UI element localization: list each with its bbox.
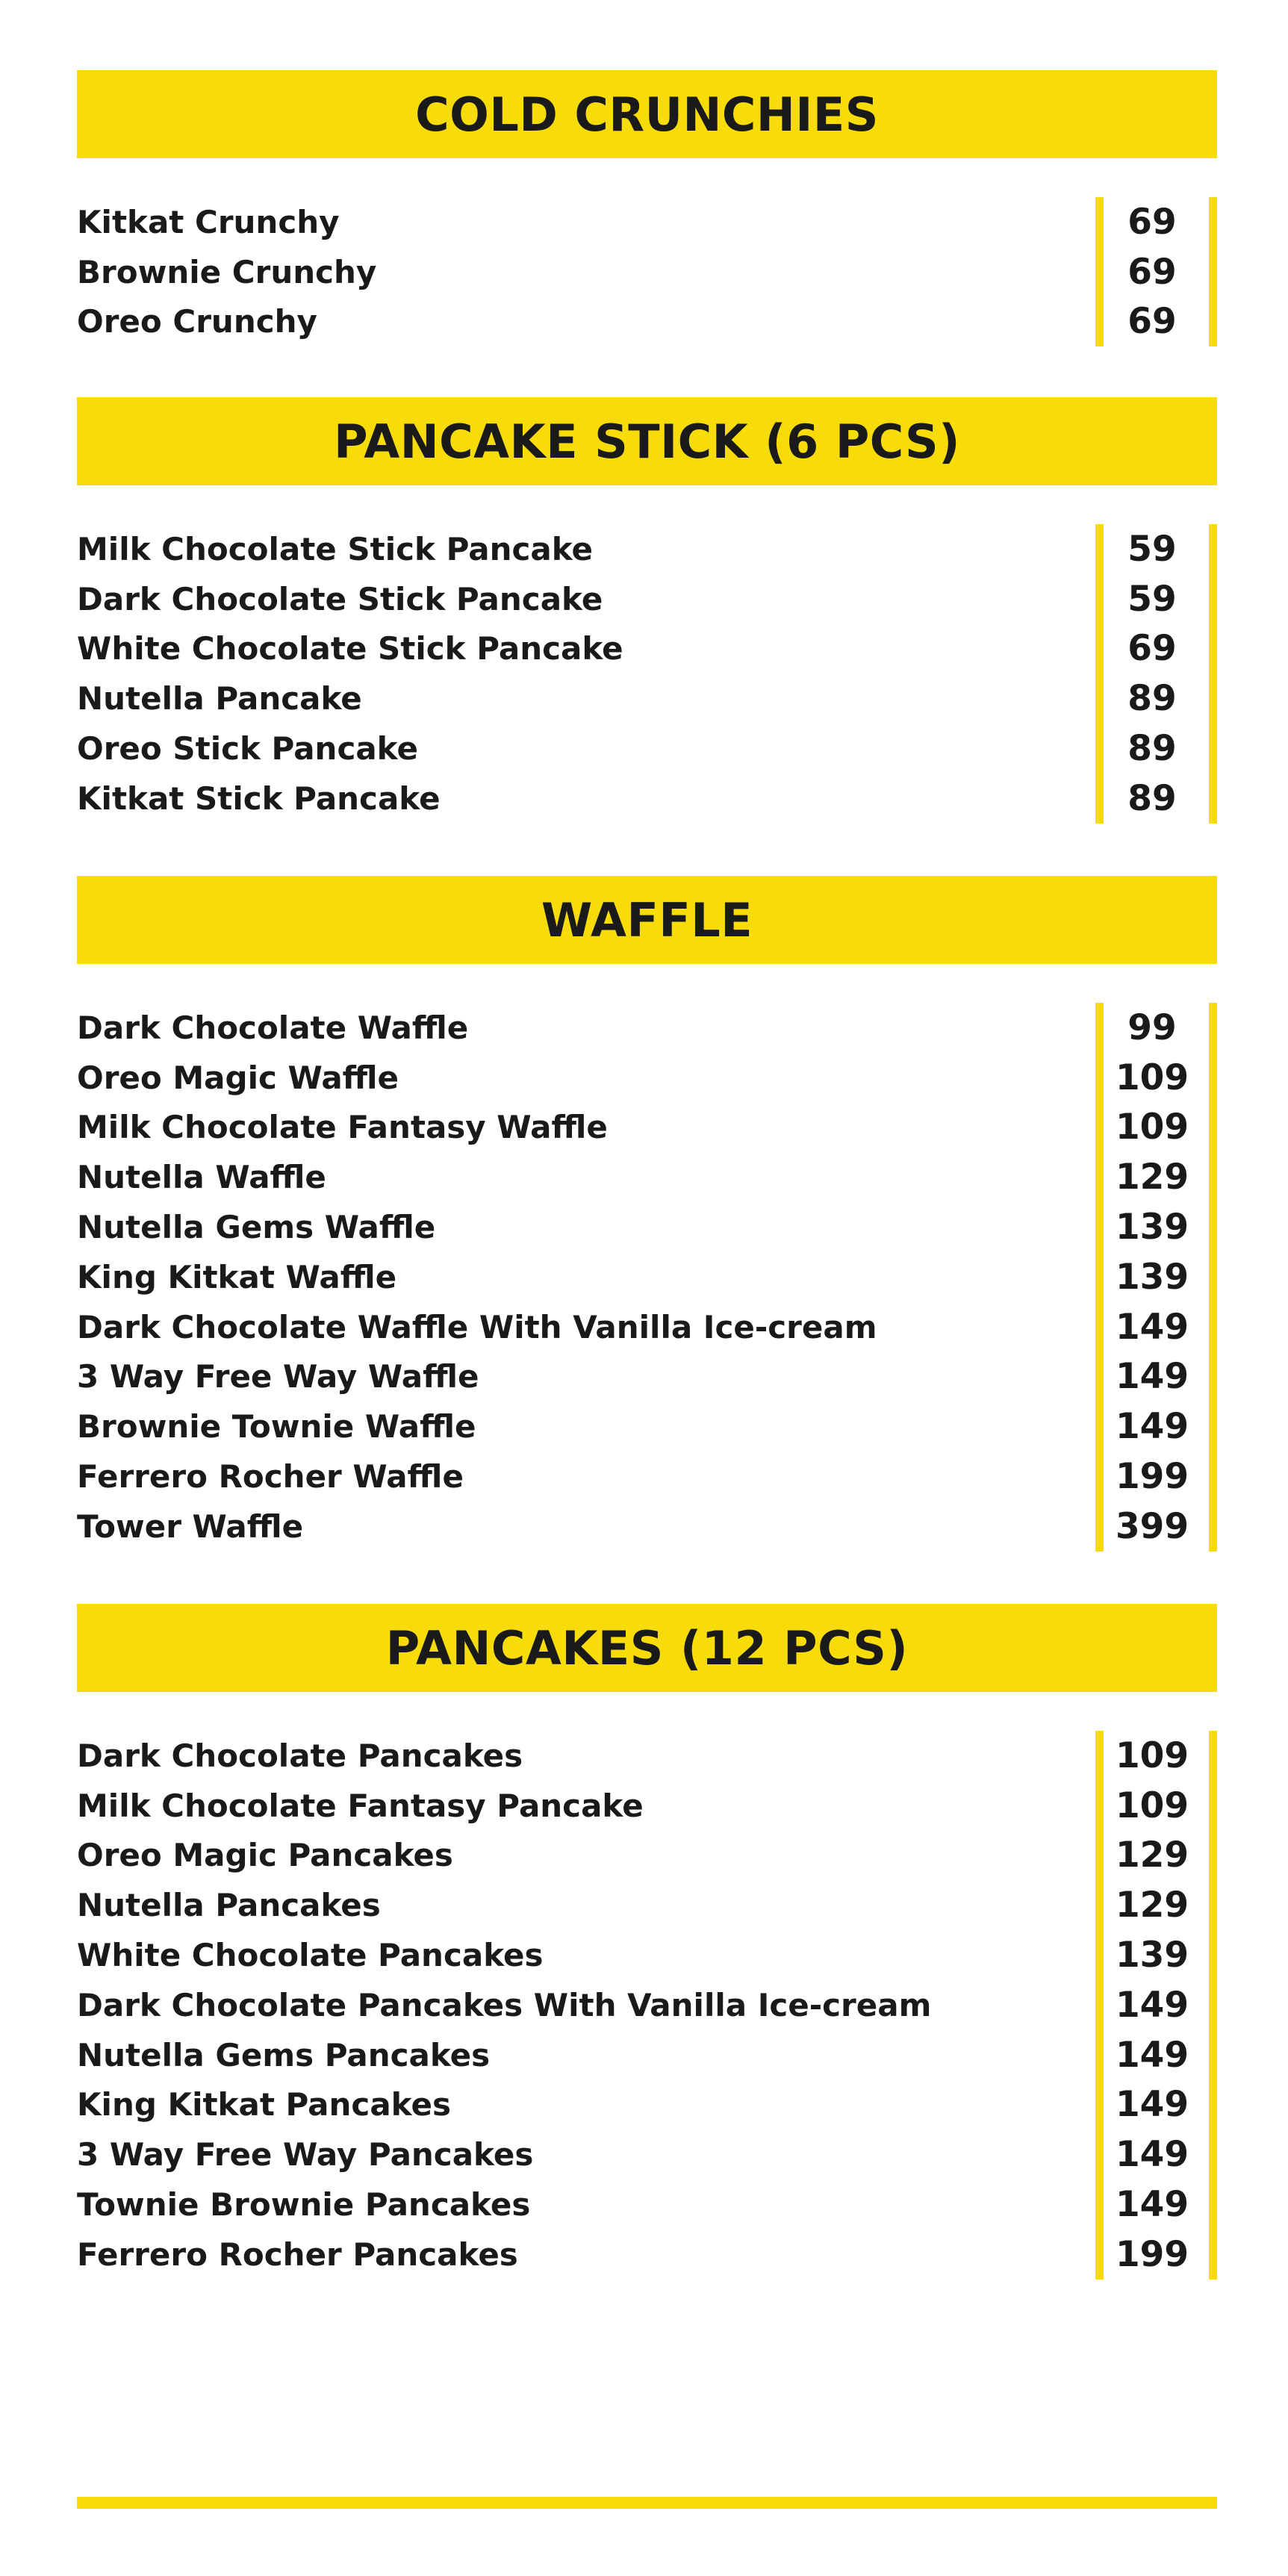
- item-price: 199: [1115, 1456, 1189, 1498]
- item-price: 139: [1115, 1935, 1189, 1976]
- item-price: 69: [1127, 251, 1177, 293]
- menu-item: [77, 1731, 1217, 1781]
- item-name: King Kitkat Pancakes: [77, 2086, 451, 2124]
- item-name: 3 Way Free Way Pancakes: [77, 2136, 534, 2174]
- menu-item: [77, 1980, 1217, 2030]
- menu-item: [77, 1352, 1217, 1402]
- item-name: Kitkat Stick Pancake: [77, 780, 441, 817]
- item-name: White Chocolate Stick Pancake: [77, 630, 623, 668]
- item-name: Oreo Stick Pancake: [77, 730, 418, 768]
- menu-item: [77, 1401, 1217, 1452]
- item-price: 69: [1127, 301, 1177, 343]
- item-price: 109: [1115, 1057, 1189, 1098]
- item-name: Nutella Gems Waffle: [77, 1209, 436, 1246]
- menu-item: [77, 1831, 1217, 1881]
- item-price: 59: [1127, 578, 1177, 620]
- item-name: Nutella Waffle: [77, 1159, 326, 1196]
- menu-item: [77, 673, 1217, 724]
- menu-item: [77, 774, 1217, 824]
- item-name: Brownie Crunchy: [77, 253, 377, 290]
- item-price: 109: [1115, 1735, 1189, 1776]
- menu-item: [77, 1152, 1217, 1202]
- item-price: 109: [1115, 1785, 1189, 1826]
- item-name: King Kitkat Waffle: [77, 1258, 397, 1295]
- menu-item: [77, 1930, 1217, 1980]
- menu-item-list: [77, 524, 1217, 824]
- item-name: Nutella Pancake: [77, 680, 362, 718]
- menu-item: [77, 2129, 1217, 2180]
- item-name: Milk Chocolate Fantasy Waffle: [77, 1109, 608, 1146]
- menu-item: [77, 524, 1217, 574]
- menu-item: [77, 1103, 1217, 1153]
- menu-item-list: [77, 1003, 1217, 1552]
- item-name: Tower Waffle: [77, 1508, 304, 1545]
- menu-item: [77, 2230, 1217, 2280]
- item-name: Dark Chocolate Waffle With Vanilla Ice-cream: [77, 1308, 877, 1345]
- menu-item: [77, 247, 1217, 297]
- menu-item: [77, 1202, 1217, 1252]
- item-name: Dark Chocolate Pancakes With Vanilla Ice-cream: [77, 1986, 932, 2023]
- section-title-banner: COLD CRUNCHIES: [77, 70, 1217, 158]
- section-title-banner: WAFFLE: [77, 876, 1217, 964]
- item-name: Dark Chocolate Waffle: [77, 1009, 469, 1046]
- menu-item: [77, 297, 1217, 347]
- menu-item: [77, 1781, 1217, 1831]
- item-name: 3 Way Free Way Waffle: [77, 1358, 479, 1396]
- section-cold-crunchies: [77, 70, 1217, 346]
- menu-item: [77, 197, 1217, 247]
- item-name: Kitkat Crunchy: [77, 203, 340, 240]
- section-title-banner: PANCAKE STICK (6 PCS): [77, 397, 1217, 485]
- item-name: Milk Chocolate Fantasy Pancake: [77, 1787, 644, 1824]
- item-price: 399: [1115, 1505, 1189, 1547]
- item-name: Townie Brownie Pancakes: [77, 2186, 531, 2224]
- item-price: 69: [1127, 628, 1177, 670]
- menu-item: [77, 1003, 1217, 1053]
- menu-item: [77, 1452, 1217, 1502]
- footer-divider: [77, 2497, 1217, 2509]
- item-price: 129: [1115, 1885, 1189, 1926]
- item-name: Oreo Crunchy: [77, 303, 317, 340]
- menu-item: [77, 574, 1217, 624]
- item-price: 149: [1115, 1984, 1189, 2026]
- item-price: 139: [1115, 1256, 1189, 1298]
- item-price: 149: [1115, 2134, 1189, 2176]
- item-price: 149: [1115, 1406, 1189, 1448]
- menu-item: [77, 2030, 1217, 2080]
- menu-item: [77, 1053, 1217, 1103]
- item-price: 99: [1127, 1007, 1177, 1048]
- item-name: Nutella Pancakes: [77, 1887, 381, 1924]
- menu-item-list: [77, 1731, 1217, 2280]
- item-name: Brownie Townie Waffle: [77, 1408, 476, 1446]
- item-price: 129: [1115, 1835, 1189, 1876]
- menu-item-list: [77, 197, 1217, 346]
- item-price: 199: [1115, 2233, 1189, 2275]
- item-name: Nutella Gems Pancakes: [77, 2036, 491, 2073]
- item-price: 149: [1115, 1356, 1189, 1398]
- item-price: 149: [1115, 2184, 1189, 2226]
- menu-item: [77, 724, 1217, 774]
- item-name: Ferrero Rocher Pancakes: [77, 2236, 518, 2273]
- item-price: 69: [1127, 201, 1177, 243]
- item-name: Ferrero Rocher Waffle: [77, 1458, 464, 1496]
- item-name: Dark Chocolate Stick Pancake: [77, 580, 603, 617]
- item-name: White Chocolate Pancakes: [77, 1937, 544, 1974]
- menu-item: [77, 2080, 1217, 2130]
- menu-item: [77, 1252, 1217, 1302]
- item-price: 149: [1115, 2034, 1189, 2076]
- item-price: 139: [1115, 1207, 1189, 1248]
- menu-item: [77, 1502, 1217, 1552]
- item-price: 89: [1127, 728, 1177, 770]
- menu-item: [77, 1880, 1217, 1930]
- item-price: 89: [1127, 678, 1177, 720]
- item-price: 129: [1115, 1157, 1189, 1198]
- item-price: 109: [1115, 1107, 1189, 1148]
- item-price: 89: [1127, 777, 1177, 819]
- section-pancake-stick: [77, 397, 1217, 824]
- section-title-banner: PANCAKES (12 PCS): [77, 1604, 1217, 1692]
- section-waffle: [77, 876, 1217, 1552]
- menu-item: [77, 1302, 1217, 1352]
- item-price: 149: [1115, 2084, 1189, 2126]
- menu-item: [77, 624, 1217, 674]
- item-name: Milk Chocolate Stick Pancake: [77, 530, 593, 567]
- item-name: Oreo Magic Waffle: [77, 1059, 399, 1096]
- item-price: 59: [1127, 528, 1177, 570]
- item-name: Oreo Magic Pancakes: [77, 1837, 453, 1874]
- section-pancakes: [77, 1604, 1217, 2280]
- item-name: Dark Chocolate Pancakes: [77, 1737, 523, 1774]
- menu-item: [77, 2180, 1217, 2230]
- item-price: 149: [1115, 1306, 1189, 1348]
